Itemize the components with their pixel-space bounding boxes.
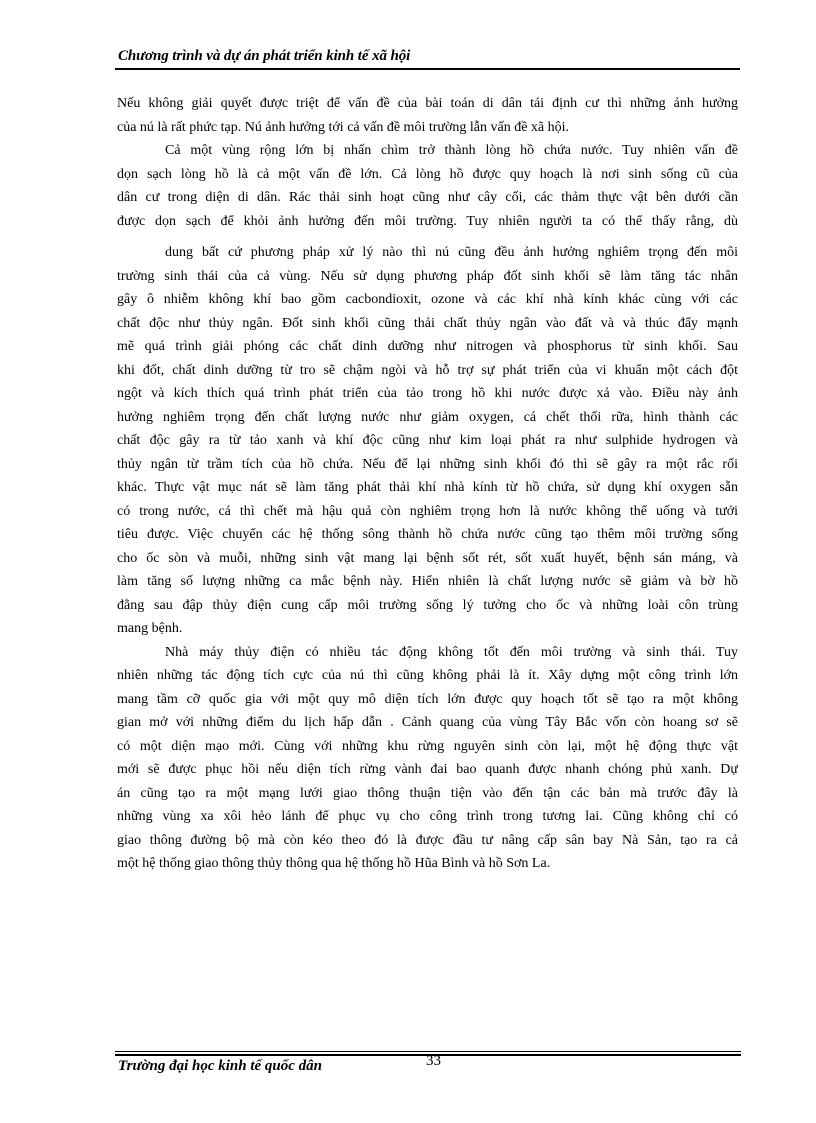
text-line: giao thông đường bộ mà còn kéo theo đó là được đầu tư nâng cấp sân bay Nà Sản, tạo ra cả: [117, 832, 738, 848]
text-line: khi đốt, chất dinh dưỡng từ tro sẽ chậm ngòi và hỗ trợ sự phát triển của vi khuẩn một cách đột: [117, 362, 738, 378]
text-line: có trong nước, cá thì chết mà hậu quả còn nghiêm trọng hơn là nước không thể uống và tưới: [117, 503, 738, 519]
text-line: của nú là rất phức tạp. Nú ảnh hưởng tới cả vấn đề môi trường lẫn vấn đề xã hội.: [117, 119, 570, 135]
text-line: mang tầm cỡ quốc gia với một quy mô diện tích lớn được quy hoạch tốt sẽ tạo ra một không: [117, 691, 738, 707]
text-line: dân cư trong diện di dân. Rác thải sinh hoạt cũng như cây cối, các thảm thực vật bên dưới cần: [117, 190, 738, 205]
text-line: gây ô nhiễm không khí bao gồm cacbondioxit, ozone và các khí nhà kính khác cùng với các: [117, 292, 738, 307]
text-line: trường sinh thái của cả vùng. Nếu sử dụng phương pháp đốt sinh khối sẽ làm tăng tác nhân: [117, 268, 738, 284]
text-line: chất độc như thủy ngân. Đốt sinh khối cũng thải chất thủy ngân vào đất và và thúc đẩy mạnh: [117, 315, 738, 331]
text-line: án cũng tạo ra một mạng lưới giao thông thuận tiện vào đến tận các bản mà trước đây là: [117, 785, 738, 801]
header-rule: [115, 68, 740, 70]
text-line: có một diện mạo mới. Cùng với những khu rừng nguyên sinh còn lại, một hệ động thực vật: [117, 738, 738, 754]
text-line: Cả một vùng rộng lớn bị nhấn chìm trở thành lòng hồ chứa nước. Tuy nhiên vấn đề: [165, 143, 738, 158]
page-number: 33: [426, 1053, 441, 1069]
text-line: cho ốc sòn và muỗi, những sinh vật mang lại bệnh sốt rét, sốt xuất huyết, bệnh sán máng, và: [117, 550, 738, 566]
text-line: ngột và kích thích quá trình phát triển của tảo trong hồ khi nước được xả vào. Điều này ảnh: [117, 386, 738, 401]
text-line: những vùng xa xôi hẻo lánh để phục vụ cho công trình trong tương lai. Cũng không chỉ có: [117, 809, 738, 824]
text-line: nhiên những tác động tích cực của nú thì cũng không phải là ít. Xây dựng một công trình lớn: [117, 668, 738, 683]
text-line: dung bất cứ phương pháp xử lý nào thì nú cũng đều ảnh hưởng nghiêm trọng đến môi: [165, 245, 738, 260]
text-line: khác. Thực vật mục nát sẽ làm tăng phát thải khí nhà kính từ hồ chứa, sử dụng khí oxygen sẵn: [117, 480, 738, 495]
text-line: mẽ quá trình giải phóng các chất dinh dưỡng như nitrogen và phosphorus từ sinh khối. Sau: [117, 339, 738, 354]
text-line: mới sẽ được phục hồi nếu diện tích rừng vành đai bao quanh được nhanh chóng phủ xanh. Dự: [117, 762, 738, 777]
text-line: một hệ thống giao thông thủy thông qua hệ thống hồ Hũa Bình và hồ Sơn La.: [117, 856, 551, 871]
text-line: thủy ngân từ trầm tích của hồ chứa. Nếu để lại những sinh khối đó thì sẽ gây ra một rắc rối: [117, 456, 738, 472]
text-line: dọn sạch lòng hồ là cả một vấn đề lớn. Cả lòng hồ được quy hoạch là nơi sinh sống cũ của: [117, 166, 738, 182]
text-line: chất độc gây ra từ tảo xanh và khí độc cũng như kim loại phát ra như sulphide hydrogen và: [117, 433, 738, 448]
text-line: Nếu không giải quyết được triệt để vấn đề của bài toán di dân tái định cư thì những ảnh hưởng: [117, 96, 738, 111]
page-header-title: Chương trình và dự án phát triển kinh tế xã hội: [118, 48, 411, 64]
text-line: gian mở với những điểm du lịch hấp dẫn . Cảnh quang của vùng Tây Bắc vốn còn hoang sơ sẽ: [117, 715, 738, 730]
text-line: đằng sau đập thủy điện cung cấp môi trường sống lý tưởng cho ốc và những loài côn trùng: [117, 597, 738, 613]
body-text: [117, 92, 738, 876]
text-line: Nhà máy thủy điện có nhiều tác động không tốt đến môi trường và sinh thái. Tuy: [165, 644, 738, 660]
text-line: mang bệnh.: [117, 621, 183, 636]
text-line: hưởng nghiêm trọng đến chất lượng nước như giảm oxygen, cá chết thối rữa, hình thành các: [117, 409, 738, 425]
footer-school-name: Trường đại học kinh tế quốc dân: [118, 1058, 323, 1074]
footer-rule: [115, 1051, 741, 1052]
text-line: tiêu được. Việc chuyển các hệ thống sông thành hồ chứa nước cũng tạo thêm môi trường sống: [117, 527, 738, 542]
text-line: được dọn sạch để khỏi ảnh hưởng đến môi trường. Tuy nhiên người ta có thể thấy rằng, dù: [117, 213, 738, 229]
text-line: làm tăng số lượng những ca mắc bệnh này. Hiển nhiên là chất lượng nước sẽ giảm và bờ hồ: [117, 574, 738, 589]
